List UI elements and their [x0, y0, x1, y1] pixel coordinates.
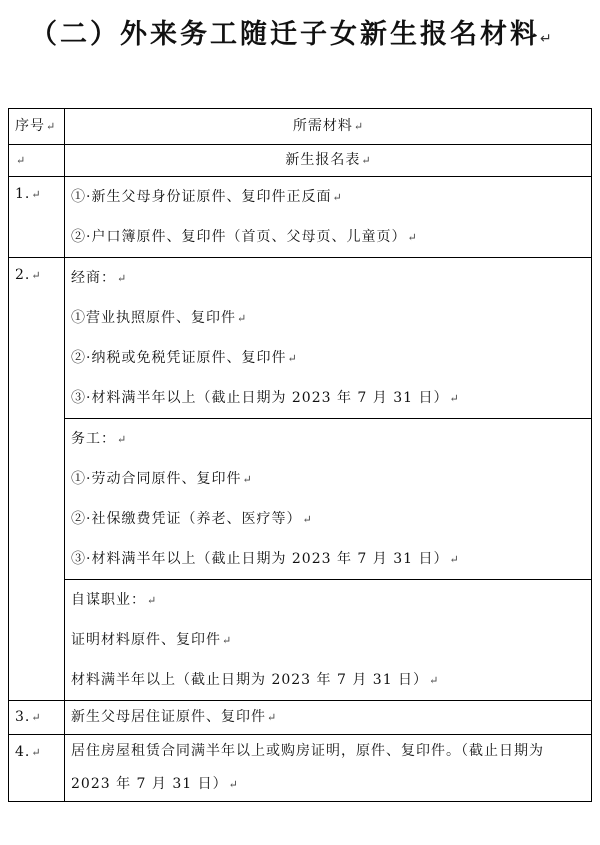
list-item: ③·材料满半年以上（截止日期为 2023 年 7 月 31 日）↵	[71, 551, 459, 567]
registration-form-cell: 新生报名表↵	[65, 145, 592, 177]
list-item: 材料满半年以上（截止日期为 2023 年 7 月 31 日）↵	[71, 672, 439, 688]
identity-documents-cell	[65, 177, 592, 258]
self-employed-cell	[65, 580, 592, 701]
worker-cell	[65, 419, 592, 580]
table-row	[9, 419, 592, 580]
section-heading: 经商：↵	[71, 270, 127, 286]
section-heading: 务工：↵	[71, 431, 127, 447]
table-row	[9, 145, 592, 177]
table-header-row	[9, 109, 592, 145]
table-row	[9, 735, 592, 802]
list-item: ①·劳动合同原件、复印件↵	[71, 471, 252, 487]
list-item: ②·纳税或免税凭证原件、复印件↵	[71, 350, 297, 366]
page-title: （二）外来务工随迁子女新生报名材料↵	[30, 19, 552, 50]
row-index: 1.↵	[9, 177, 65, 258]
table-row	[9, 701, 592, 735]
materials-table	[8, 108, 592, 802]
section-heading: 自谋职业：↵	[71, 592, 157, 608]
list-item: ②·户口簿原件、复印件（首页、父母页、儿童页）↵	[71, 229, 417, 245]
housing-proof-cell: 居住房屋租赁合同满半年以上或购房证明，原件、复印件。（截止日期为 2023 年 7 月 31 日）↵	[65, 735, 592, 802]
table-row	[9, 177, 592, 258]
header-index-cell: 序号↵	[9, 109, 65, 145]
table-row	[9, 580, 592, 701]
row-index: 2.↵	[9, 258, 65, 701]
list-item: ③·材料满半年以上（截止日期为 2023 年 7 月 31 日）↵	[71, 390, 459, 406]
row-index: 3.↵	[9, 701, 65, 735]
merchant-cell	[65, 258, 592, 419]
row-index: 4.↵	[9, 735, 65, 802]
list-item: ①·新生父母身份证原件、复印件正反面↵	[71, 189, 342, 205]
list-item: ②·社保缴费凭证（养老、医疗等）↵	[71, 511, 312, 527]
sub-header-index-cell: ↵	[9, 145, 65, 177]
paragraph-mark: ↵	[540, 31, 552, 47]
list-item: ①营业执照原件、复印件↵	[71, 310, 247, 326]
list-item: 证明材料原件、复印件↵	[71, 632, 232, 648]
header-materials-cell: 所需材料↵	[65, 109, 592, 145]
table-row	[9, 258, 592, 419]
residence-permit-cell: 新生父母居住证原件、复印件↵	[65, 701, 592, 735]
